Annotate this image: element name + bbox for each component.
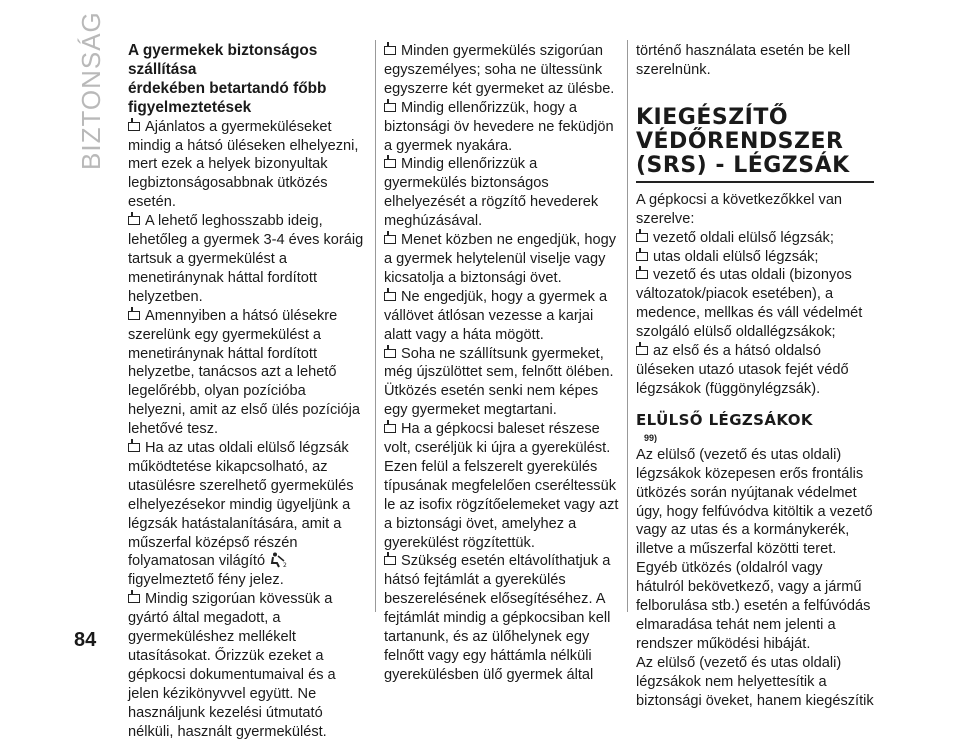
heading-line: érdekében betartandó főbb [128, 79, 327, 97]
paragraph: Mindig ellenőrizzük, hogy a biztonsági öv hevedere ne feküdjön a gyermek nyakára. [384, 99, 614, 154]
column-2 [384, 42, 622, 685]
column-1 [128, 42, 366, 742]
bullet-icon [384, 159, 396, 168]
bullet-icon [128, 594, 140, 603]
list-item: vezető és utas oldali (bizonyos változatok/piacok esetében), a medence, mellkas és váll védelmét szolgáló elülső oldallégzsákok; [636, 267, 863, 341]
heading-line: A gyermekek biztonságos szállítása [128, 42, 318, 78]
paragraph: A lehető leghosszabb ideig, lehetőleg a gyermek 3-4 éves koráig tartsuk a gyermekülést a menetiránynak háttal fordított helyzetben. [128, 213, 364, 305]
bullet-icon [384, 46, 396, 55]
paragraph: A gépkocsi a következőkkel van szerelve: [636, 191, 843, 227]
column-divider [375, 40, 376, 612]
bullet-icon [384, 424, 396, 433]
paragraph: Ha a gépkocsi baleset részese volt, cseréljük ki újra a gyerekülést. Ezen felül a felszerelt gyerekülés típusának megfelelően cseréltessük le az isofix rögzítőelemeket vagy azt a biztonsági övet, amelyhez a gyerekülést rögzítettük. [384, 421, 619, 551]
bullet-icon [128, 311, 140, 320]
bullet-icon [128, 216, 140, 225]
bullet-icon [384, 556, 396, 565]
column-divider [627, 40, 628, 612]
bullet-icon [384, 349, 396, 358]
subsection-heading: ELÜLSŐ LÉGZSÁKOK [636, 410, 813, 429]
bullet-icon [384, 103, 396, 112]
svg-text:2: 2 [283, 562, 287, 569]
reference-mark: 99) [644, 432, 658, 443]
paragraph: Soha ne szállítsunk gyermeket, még újszülöttet sem, felnőtt ölében. Ütközés esetén senki nem képes egy gyermeket megtartani. [384, 345, 614, 419]
bullet-icon [636, 233, 648, 242]
heading-line: KIEGÉSZÍTŐ [636, 104, 789, 130]
heading-line: (SRS) - LÉGZSÁK [636, 152, 850, 178]
paragraph: történő használata esetén be kell szerelnünk. [636, 43, 851, 78]
paragraph: Ha az utas oldali elülső légzsák működtetése kikapcsolható, az utasülésre szerelhető gyermekülés elhelyezésekor mindig ügyeljünk a légzsák hatástalanítására, amit a műszerfal középső részén folyamatosan világító 2 figyelmeztető fény jelez. [128, 440, 354, 589]
paragraph: Az elülső (vezető és utas oldali) légzsákok nem helyettesítik a biztonsági öveket, hanem kiegészítik [636, 654, 874, 709]
list-item: az első és a hátsó oldalsó üléseken utazó utasok fejét védő légzsákok (függönylégzsák). [636, 343, 849, 397]
airbag-off-warning-icon [269, 552, 289, 568]
bullet-icon [384, 292, 396, 301]
section-side-label: BIZTONSÁG [76, 11, 106, 170]
paragraph: Ajánlatos a gyermeküléseket mindig a hátsó üléseken elhelyezni, mert ezek a helyek bizonyultak legbiztonságosabbnak ütközés esetén. [128, 118, 359, 211]
bullet-icon [636, 270, 648, 279]
paragraph: Az elülső (vezető és utas oldali) légzsákok közepesen erős frontális ütközés során nyújtanak védelmet úgy, hogy felfúvódva kitöltik a vezető vagy az utas és a kormánykerék, illetve a műszerfal közötti teret. [636, 446, 873, 558]
paragraph: Mindig ellenőrizzük a gyermekülés biztonságos elhelyezését a rögzítő hevederek meghúzásával. [384, 156, 599, 230]
list-item: vezető oldali elülső légzsák; [636, 229, 874, 248]
heading-rule [636, 181, 874, 183]
column-3 [636, 42, 874, 710]
paragraph: Egyéb ütközés (oldalról vagy hátulról bekövetkező, vagy a jármű felborulása stb.) esetén a felfúvódás elmaradása tehát nem jelenti a rendszer működési hibáját. [636, 560, 871, 652]
heading-line: figyelmeztetések [128, 98, 252, 116]
bullet-icon [636, 252, 648, 261]
paragraph: Szükség esetén eltávolíthatjuk a hátsó fejtámlát a gyerekülés beszerelésének elősegítéséhez. A fejtámlát mindig a gépkocsiban kell tartanunk, és az ülőhelynek egy felnőtt vagy egy háttámla nélküli gyerekülésben ülő gyermek által [384, 553, 611, 683]
paragraph: Minden gyermekülés szigorúan egyszemélyes; soha ne ültessünk egyszerre két gyermeket az ülésbe. [384, 43, 615, 97]
paragraph: Amennyiben a hátsó ülésekre szerelünk egy gyermekülést a menetiránynak háttal fordított helyzetbe, tanácsos azt a lehető legelőrébb, olyan pozícióba helyezni, amit az első ülés pozíciója lehetővé tesz. [128, 307, 360, 438]
paragraph: Mindig szigorúan kövessük a gyártó által megadott, a gyermeküléshez mellékelt utasításokat. Őrizzük ezeket a gépkocsi dokumentumaival és a jelen kézikönyvvel együtt. Ne használjunk kezelési útmutató nélküli, használt gyermekülést. [128, 591, 336, 740]
paragraph: Ne engedjük, hogy a gyermek a vállövet átlósan vezesse a karjai alatt vagy a háta mögött. [384, 288, 608, 343]
bullet-icon [128, 122, 140, 131]
page-number: 84 [74, 629, 97, 651]
heading-line: VÉDŐRENDSZER [636, 128, 844, 154]
bullet-icon [636, 346, 648, 355]
list-item: utas oldali elülső légzsák; [636, 248, 874, 267]
section-heading [128, 42, 366, 118]
bullet-icon [384, 235, 396, 244]
bullet-icon [128, 443, 140, 452]
paragraph: Menet közben ne engedjük, hogy a gyermek helytelenül viselje vagy kicsatolja a biztonsági övet. [384, 232, 617, 286]
section-heading-large [636, 106, 874, 178]
